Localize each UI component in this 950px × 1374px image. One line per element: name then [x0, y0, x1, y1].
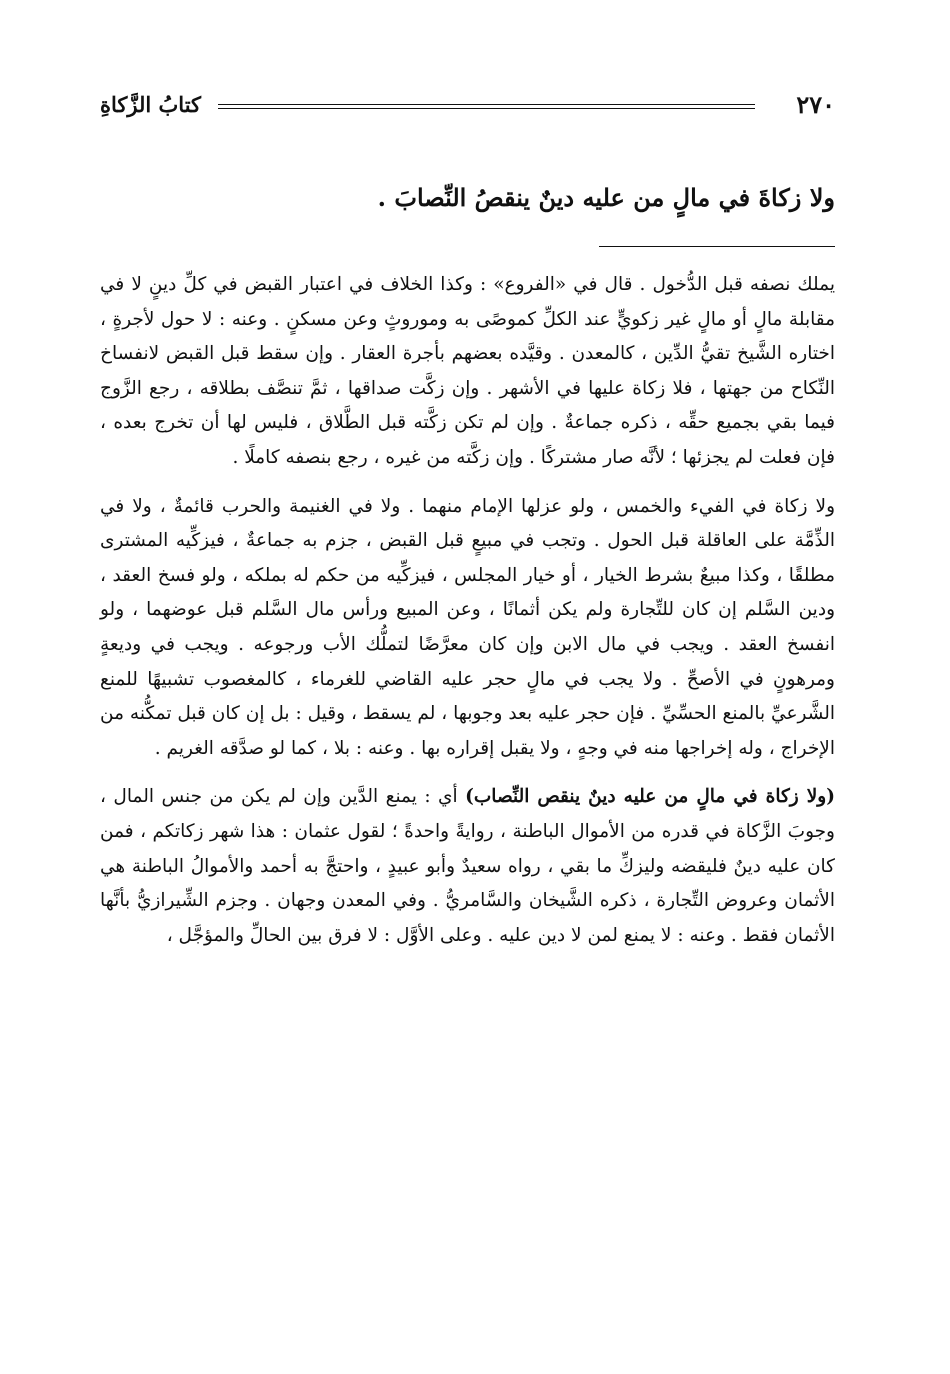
- paragraph-2: ولا زكاة في الفيء والخمس ، ولو عزلها الإمام منهما . ولا في الغنيمة والحرب قائمةٌ ، ولا في الذِّمَّة على العاقلة قبل الحول . وتجب في مبيعٍ قبل القبض ، جزم به جماعةٌ ، فيزكِّيه المشترى مطلقًا ، وكذا مبيعٌ بشرط الخيار ، أو خيار المجلس ، فيزكِّيه من حكم له بملكه ، ولو فسخ العقد ، ودين السَّلم إن كان للتِّجارة ولم يكن أثمانًا ، وعن المبيع ورأس مال السَّلم قبل عوضهما ، ولو انفسخ العقد . ويجب في مال الابن وإن كان معرَّضًا لتملُّك الأب ورجوعه . ويجب في وديعةٍ ومرهونٍ في الأصحِّ . ولا يجب في مالٍ حجر عليه القاضي للغرماء ، كالمغصوب تشبيهًا للمنع الشَّرعيِّ بالمنع الحسِّيِّ . فإن حجر عليه بعد وجوبها ، لم يسقط ، وقيل : بل إن كان قبل تمكُّنه من الإخراج ، وله إخراجها منه في وجهٍ ، ولا يقبل إقراره بها . وعنه : بلا ، كما لو صدَّقه الغريم .: [100, 495, 835, 759]
- page-number: ٢٧٠: [796, 90, 835, 119]
- paragraph-3: [100, 780, 835, 953]
- header-double-rule: [218, 104, 755, 109]
- commentary-quote: (ولا زكاة في مالٍ من عليه دينٌ ينقص النِّصاب): [465, 786, 835, 808]
- commentary-body: [100, 268, 835, 953]
- running-header: [100, 88, 835, 124]
- commentary-separator-rule: [599, 246, 835, 247]
- paragraph-3-text: أي : يمنع الدَّين وإن لم يكن من جنس المال ، وجوبَ الزَّكاة في قدره من الأموال الباطنة ، روايةً واحدةً ؛ لقول عثمان : هذا شهر زكاتكم ، فمن كان عليه دينٌ فليقضه وليزكِّ ما بقي ، رواه سعيدٌ وأبو عبيدٍ ، واحتجَّ به أحمد والأموالُ الباطنة هي الأثمان وعروض التِّجارة ، ذكره الشَّيخان والسَّامريُّ . وفي المعدن وجهان . وجزم الشِّيرازيُّ بأنَّها الأثمان فقط . وعنه : لا يمنع لمن لا دين عليه . وعلى الأوَّل : لا فرق بين الحالِّ والمؤجَّل ،: [100, 786, 835, 946]
- document-page: [100, 0, 835, 1374]
- paragraph-1: يملك نصفه قبل الدُّخول . قال في «الفروع» : وكذا الخلاف في اعتبار القبض في كلِّ دينٍ لا في مقابلة مالٍ أو مالٍ غير زكويٍّ عند الكلِّ كموصًى به وموروثٍ وعن مسكنٍ . وعنه : لا حول لأجرةٍ ، اختاره الشَّيخ تقيُّ الدِّين ، كالمعدن . وقيَّده بعضهم بأجرة العقار . وإن سقط قبل القبض لانفساخ النِّكاح من جهتها ، فلا زكاة عليها في الأشهر . وإن زكَّت صداقها ، ثمَّ تنصَّف بطلاقه ، رجع الزَّوج فيما بقي بجميع حقِّه ، ذكره جماعةٌ . وإن لم تكن زكَّته قبل الطَّلاق ، فليس لها أن تخرج بعده ، فإن فعلت لم يجزئها ؛ لأنَّه صار مشتركًا . وإن زكَّته من غيره ، رجع بنصفه كاملًا .: [100, 274, 835, 468]
- matn-line: ولا زكاةَ في مالٍ من عليه دينٌ ينقصُ النِّصابَ .: [377, 183, 835, 212]
- book-title: كتابُ الزَّكاةِ: [100, 92, 202, 117]
